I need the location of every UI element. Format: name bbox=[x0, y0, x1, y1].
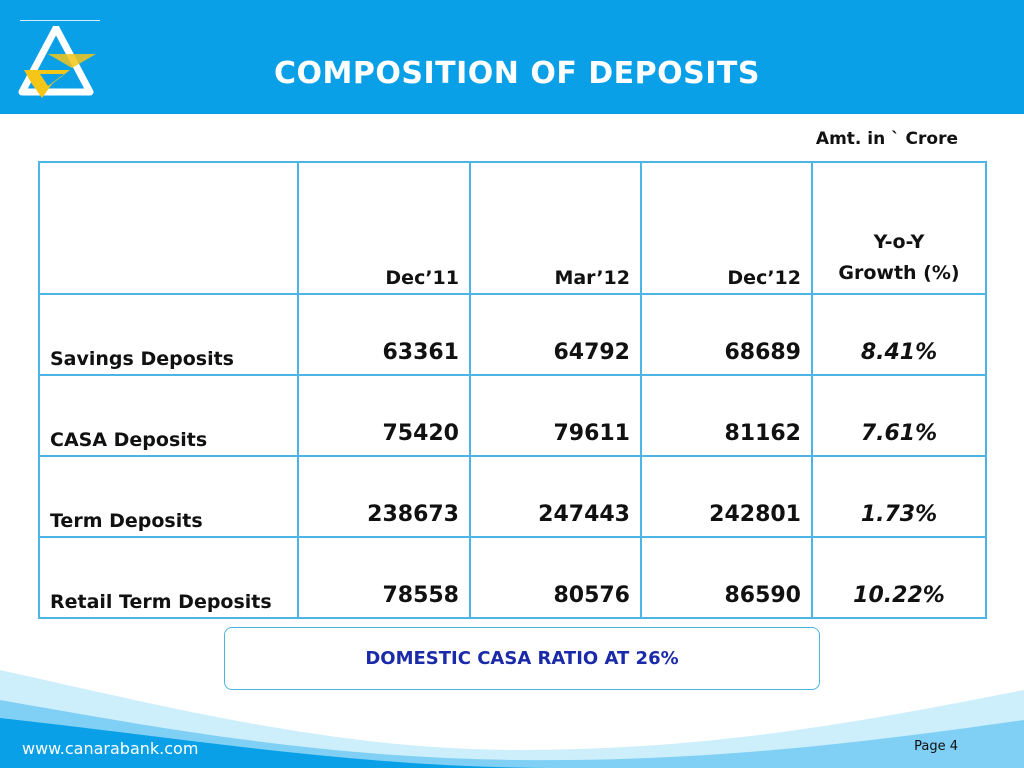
column-header-mar12: Mar’12 bbox=[470, 162, 641, 294]
page-number: 4 bbox=[949, 739, 958, 754]
column-header-label bbox=[39, 162, 298, 294]
table-cell: 63361 bbox=[298, 294, 470, 375]
column-header-dec11: Dec’11 bbox=[298, 162, 470, 294]
column-header-dec12: Dec’12 bbox=[641, 162, 812, 294]
page-label: Page bbox=[914, 739, 946, 754]
growth-cell: 7.61% bbox=[812, 375, 986, 456]
unit-note: Amt. in ` Crore bbox=[815, 129, 958, 149]
logo-divider bbox=[20, 20, 100, 21]
table-cell: 81162 bbox=[641, 375, 812, 456]
growth-cell: 8.41% bbox=[812, 294, 986, 375]
table-row bbox=[39, 456, 986, 537]
table-cell: 242801 bbox=[641, 456, 812, 537]
page-title: COMPOSITION OF DEPOSITS bbox=[274, 56, 760, 91]
column-header-growth bbox=[812, 162, 986, 294]
table-cell: 86590 bbox=[641, 537, 812, 618]
growth-cell: 1.73% bbox=[812, 456, 986, 537]
table-cell: 78558 bbox=[298, 537, 470, 618]
table-row bbox=[39, 294, 986, 375]
table-cell: 247443 bbox=[470, 456, 641, 537]
row-label: Term Deposits bbox=[39, 456, 298, 537]
table-row bbox=[39, 375, 986, 456]
row-label: CASA Deposits bbox=[39, 375, 298, 456]
table-cell: 68689 bbox=[641, 294, 812, 375]
growth-cell: 10.22% bbox=[812, 537, 986, 618]
column-header-growth-line2: Growth (%) bbox=[838, 262, 960, 284]
table-cell: 64792 bbox=[470, 294, 641, 375]
table-cell: 75420 bbox=[298, 375, 470, 456]
row-label: Savings Deposits bbox=[39, 294, 298, 375]
deposits-table bbox=[38, 161, 987, 619]
casa-ratio-callout: DOMESTIC CASA RATIO AT 26% bbox=[224, 627, 820, 690]
table-cell: 79611 bbox=[470, 375, 641, 456]
table-cell: 80576 bbox=[470, 537, 641, 618]
page-indicator bbox=[914, 739, 958, 754]
row-label: Retail Term Deposits bbox=[39, 537, 298, 618]
footer-url[interactable]: www.canarabank.com bbox=[22, 739, 199, 758]
table-cell: 238673 bbox=[298, 456, 470, 537]
table-header-row bbox=[39, 162, 986, 294]
column-header-growth-line1: Y-o-Y bbox=[873, 231, 925, 253]
header-band bbox=[0, 0, 1024, 114]
